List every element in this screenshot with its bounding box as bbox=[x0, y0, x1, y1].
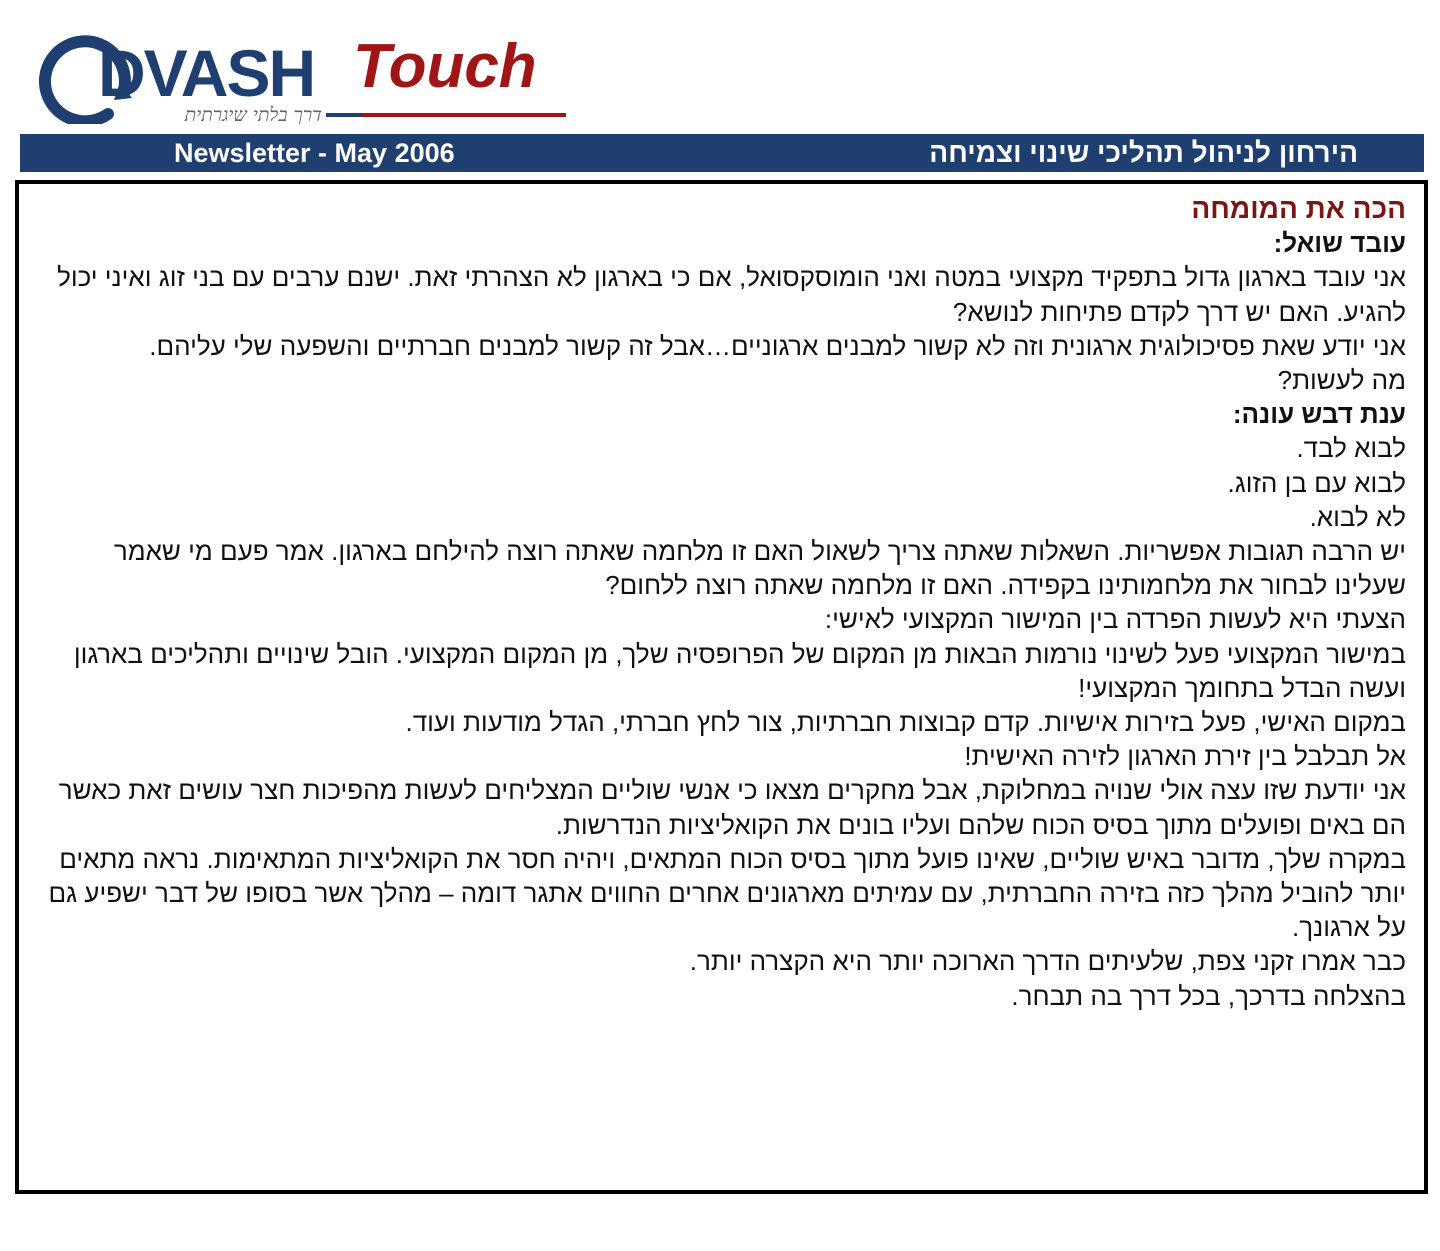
answer-paragraph: לבוא עם בן הזוג. bbox=[1227, 467, 1406, 498]
answer-paragraph: כבר אמרו זקני צפת, שלעיתים הדרך הארוכה יותר היא הקצרה יותר. bbox=[689, 946, 1406, 977]
answer-paragraph: לא לבוא. bbox=[1309, 501, 1406, 532]
answer-paragraph: הצעתי היא לעשות הפרדה בין המישור המקצועי לאישי: bbox=[824, 604, 1406, 635]
logo-tagline: דרך בלתי שיגרתית bbox=[184, 104, 322, 126]
answer-paragraph: בהצלחה בדרכך, בכל דרך בה תבחר. bbox=[1011, 980, 1406, 1011]
article-frame bbox=[15, 180, 1428, 1194]
question-heading: עובד שואל: bbox=[1273, 228, 1406, 259]
answer-heading: ענת דבש עונה: bbox=[1232, 399, 1406, 430]
newsletter-header-bar bbox=[20, 134, 1424, 172]
answer-paragraph: במקום האישי, פעל בזירות אישיות. קדם קבוצות חברתיות, צור לחץ חברתי, הגדל מודעות ועוד. bbox=[405, 707, 1406, 738]
answer-paragraph: אני יודעת שזו עצה אולי שנויה במחלוקת, אבל מחקרים מצאו כי אנשי שוליים המצליחים לעשות מהפיכות חצר עושים זאת כאשר הם באים ופועלים מתוך בסיס הכוח שלהם ועליו בונים את הקואליציות הנדרשות. bbox=[58, 775, 1406, 840]
logo-brand-name: DVASH bbox=[98, 36, 315, 110]
answer-paragraph: אל תבלבל בין זירת הארגון לזירה האישית! bbox=[964, 741, 1406, 772]
question-paragraph: אני עובד בארגון גדול בתפקיד מקצועי במטה ואני הומוסקסואל, אם כי בארגון לא הצהרתי זאת. ישנם ערבים עם בני זוג ואיני יכול להגיע. האם יש דרך לקדם פתיחות לנושא? bbox=[57, 262, 1406, 327]
dvash-touch-logo bbox=[38, 26, 578, 130]
logo-product-name: Touch bbox=[353, 32, 537, 101]
question-paragraph: אני יודע שאת פסיכולוגית ארגונית וזה לא קשור למבנים ארגוניים…אבל זה קשור למבנים חברתיים והשפעה שלי עליהם. bbox=[149, 330, 1406, 361]
answer-paragraph: במקרה שלך, מדובר באיש שוליים, שאינו פועל מתוך בסיס הכוח המתאים, ויהיה חסר את הקואליציות המתאימות. נראה מתאים יותר להוביל מהלך כזה בזירה החברתית, עם עמיתים מארגונים אחרים החווים אתגר דומה – מהלך אשר בסופו של דבר ישפיע גם על ארגונך. bbox=[48, 843, 1406, 943]
newsletter-hebrew-title: הירחון לניהול תהליכי שינוי וצמיחה bbox=[929, 137, 1358, 168]
article-title: הכה את המומחה bbox=[1191, 193, 1406, 224]
logo-underline-red bbox=[362, 113, 566, 117]
article-body bbox=[39, 192, 1406, 1013]
answer-paragraph: במישור המקצועי פעל לשינוי נורמות הבאות מן המקום של הפרופסיה שלך, מן המקום המקצועי. הובל שינויים ותהליכים בארגון ועשה הבדל בתחומך המקצועי! bbox=[73, 638, 1406, 703]
logo-underline-blue bbox=[326, 113, 362, 117]
answer-paragraph: יש הרבה תגובות אפשריות. השאלות שאתה צריך לשאול האם זו מלחמה שאתה רוצה להילחם בארגון. אמר פעם מי שאמר שעלינו לבחור את מלחמותינו בקפידה. האם זו מלחמה שאתה רוצה ללחום? bbox=[113, 536, 1406, 601]
answer-paragraph: לבוא לבד. bbox=[1296, 433, 1406, 464]
newsletter-date-label: Newsletter - May 2006 bbox=[174, 138, 455, 168]
question-paragraph: מה לעשות? bbox=[1277, 365, 1406, 396]
